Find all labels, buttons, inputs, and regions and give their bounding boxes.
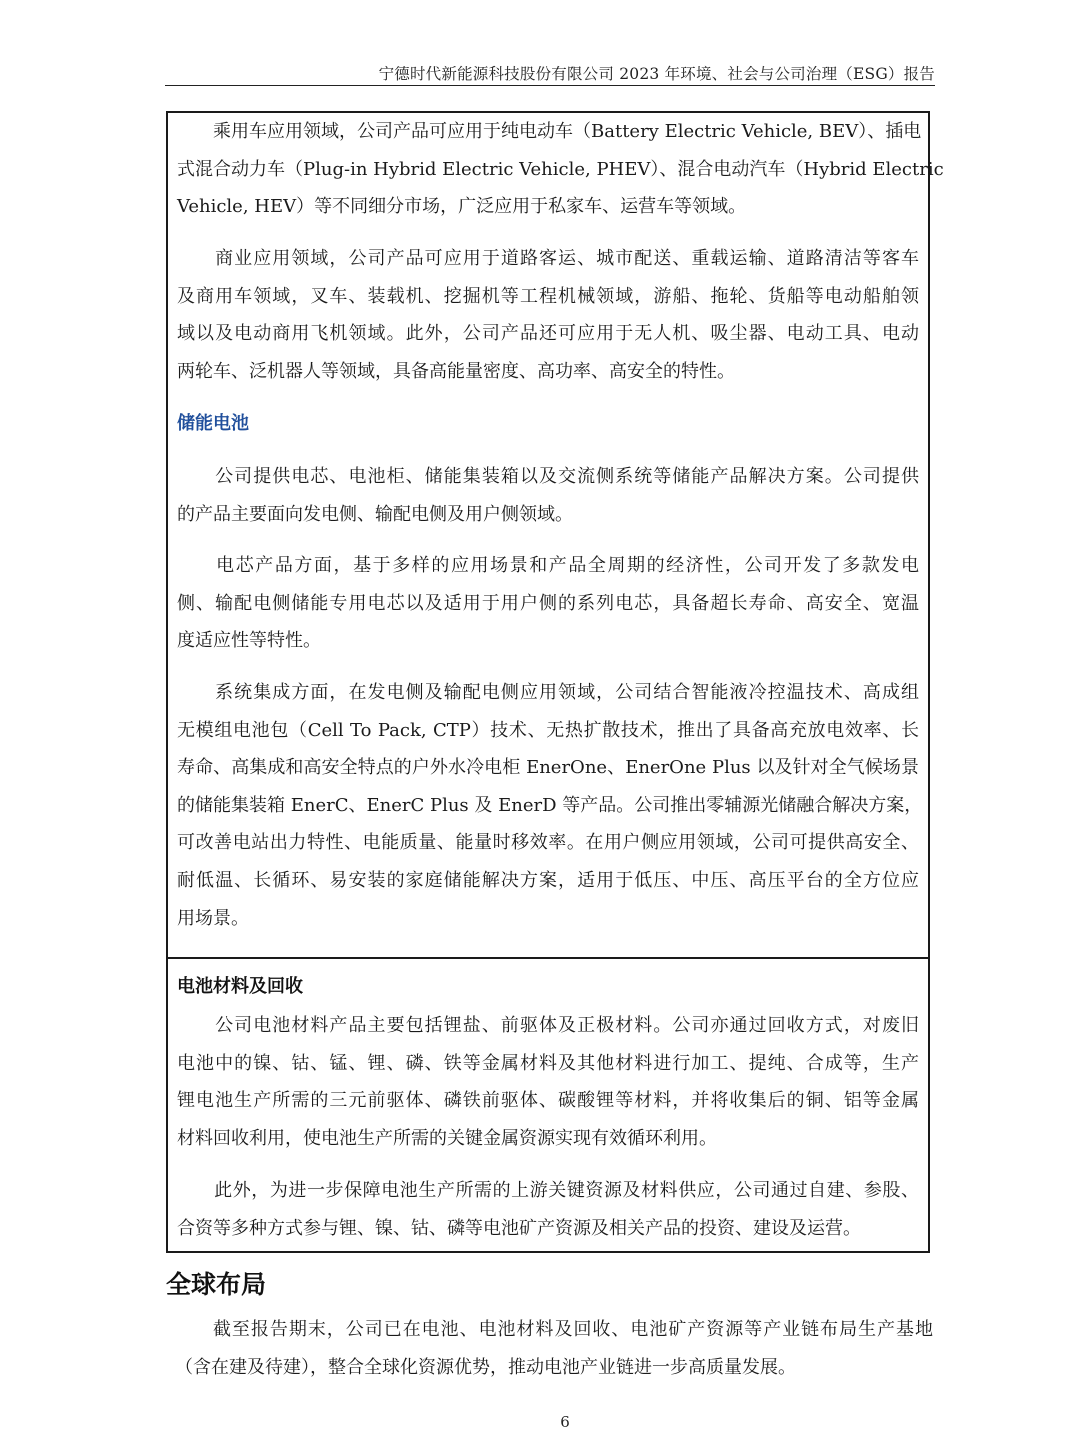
- text-line: 公司提供电芯、电池柜、储能集装箱以及交流侧系统等储能产品解决方案。公司提供: [177, 466, 919, 487]
- text-line: 可改善电站出力特性、电能质量、能量时移效率。在用户侧应用领域，公司可提供高安全、: [177, 832, 919, 854]
- text-line: 锂电池生产所需的三元前驱体、磷铁前驱体、碳酸锂等材料，并将收集后的铜、铝等金属: [177, 1090, 919, 1112]
- text-line: 系统集成方面，在发电侧及输配电侧应用领域，公司结合智能液冷控温技术、高成组: [177, 682, 919, 703]
- paragraph-cell-products: [177, 547, 919, 660]
- content-box-materials-recycling: [166, 957, 930, 1253]
- paragraph-storage-solutions: [177, 458, 919, 533]
- text-line: 及商用车领域，叉车、装载机、挖掘机等工程机械领域，游船、拖轮、货船等电动船舶领: [177, 285, 919, 307]
- text-line: 商业应用领域，公司产品可应用于道路客运、城市配送、重载运输、道路清洁等客车: [177, 248, 919, 269]
- paragraph-system-integration: [177, 674, 923, 937]
- content-box-vehicle-and-storage: [166, 111, 944, 958]
- paragraph-passenger-vehicle: [177, 113, 944, 226]
- energy-storage-heading: 储能电池: [177, 413, 249, 434]
- text-line: Vehicle, HEV）等不同细分市场，广泛应用于私家车、运营车等领域。: [177, 196, 747, 218]
- text-line: 电池中的镍、钴、锰、锂、磷、铁等金属材料及其他材料进行加工、提纯、合成等，生产: [177, 1052, 919, 1074]
- text-line: 乘用车应用领域，公司产品可应用于纯电动车（Battery Electric Vehicle, BEV）、插电: [177, 121, 922, 142]
- text-line: 寿命、高集成和高安全特点的户外水冷电柜 EnerOne、EnerOne Plus 以及针对全气候场景: [177, 757, 919, 779]
- text-line: 电芯产品方面，基于多样的应用场景和产品全周期的经济性，公司开发了多款发电: [177, 555, 919, 576]
- text-line: （含在建及待建），整合全球化资源优势，推动电池产业链进一步高质量发展。: [175, 1356, 796, 1378]
- text-line: 无模组电池包（Cell To Pack, CTP）技术、无热扩散技术，推出了具备高充放电效率、长: [177, 719, 919, 741]
- materials-recycling-heading: 电池材料及回收: [177, 976, 303, 997]
- paragraph-commercial-vehicle: [177, 240, 919, 390]
- text-line: 合资等多种方式参与锂、镍、钴、磷等电池矿产资源及相关产品的投资、建设及运营。: [177, 1217, 861, 1239]
- text-line: 式混合动力车（Plug-in Hybrid Electric Vehicle, PHEV）、混合电动汽车（Hybrid Electric: [177, 158, 944, 180]
- text-line: 耐低温、长循环、易安装的家庭储能解决方案，适用于低压、中压、高压平台的全方位应: [177, 869, 919, 891]
- text-line: 两轮车、泛机器人等领域，具备高能量密度、高功率、高安全的特性。: [177, 360, 735, 382]
- paragraph-materials: [177, 1007, 919, 1157]
- text-line: 此外，为进一步保障电池生产所需的上游关键资源及材料供应，公司通过自建、参股、: [177, 1180, 919, 1201]
- text-line: 截至报告期末，公司已在电池、电池材料及回收、电池矿产资源等产业链布局生产基地: [175, 1319, 933, 1340]
- text-line: 材料回收利用，使电池生产所需的关键金属资源实现有效循环利用。: [177, 1127, 717, 1149]
- text-line: 公司电池材料产品主要包括锂盐、前驱体及正极材料。公司亦通过回收方式，对废旧: [177, 1015, 919, 1036]
- paragraph-global-layout: [175, 1311, 933, 1386]
- text-line: 域以及电动商用飞机领域。此外，公司产品还可应用于无人机、吸尘器、电动工具、电动: [177, 323, 919, 345]
- text-line: 度适应性等特性。: [177, 630, 321, 652]
- text-line: 侧、输配电侧储能专用电芯以及适用于用户侧的系列电芯，具备超长寿命、高安全、宽温: [177, 592, 919, 614]
- page-number: 6: [560, 1413, 570, 1431]
- text-line: 的产品主要面向发电侧、输配电侧及用户侧领域。: [177, 503, 573, 525]
- global-layout-heading: 全球布局: [166, 1270, 267, 1299]
- paragraph-upstream-resources: [177, 1172, 919, 1247]
- running-header: 宁德时代新能源科技股份有限公司 2023 年环境、社会与公司治理（ESG）报告: [378, 65, 935, 83]
- text-line: 的储能集装箱 EnerC、EnerC Plus 及 EnerD 等产品。公司推出零辅源光储融合解决方案，: [177, 794, 923, 816]
- text-line: 用场景。: [177, 907, 249, 929]
- header-rule: [165, 85, 935, 86]
